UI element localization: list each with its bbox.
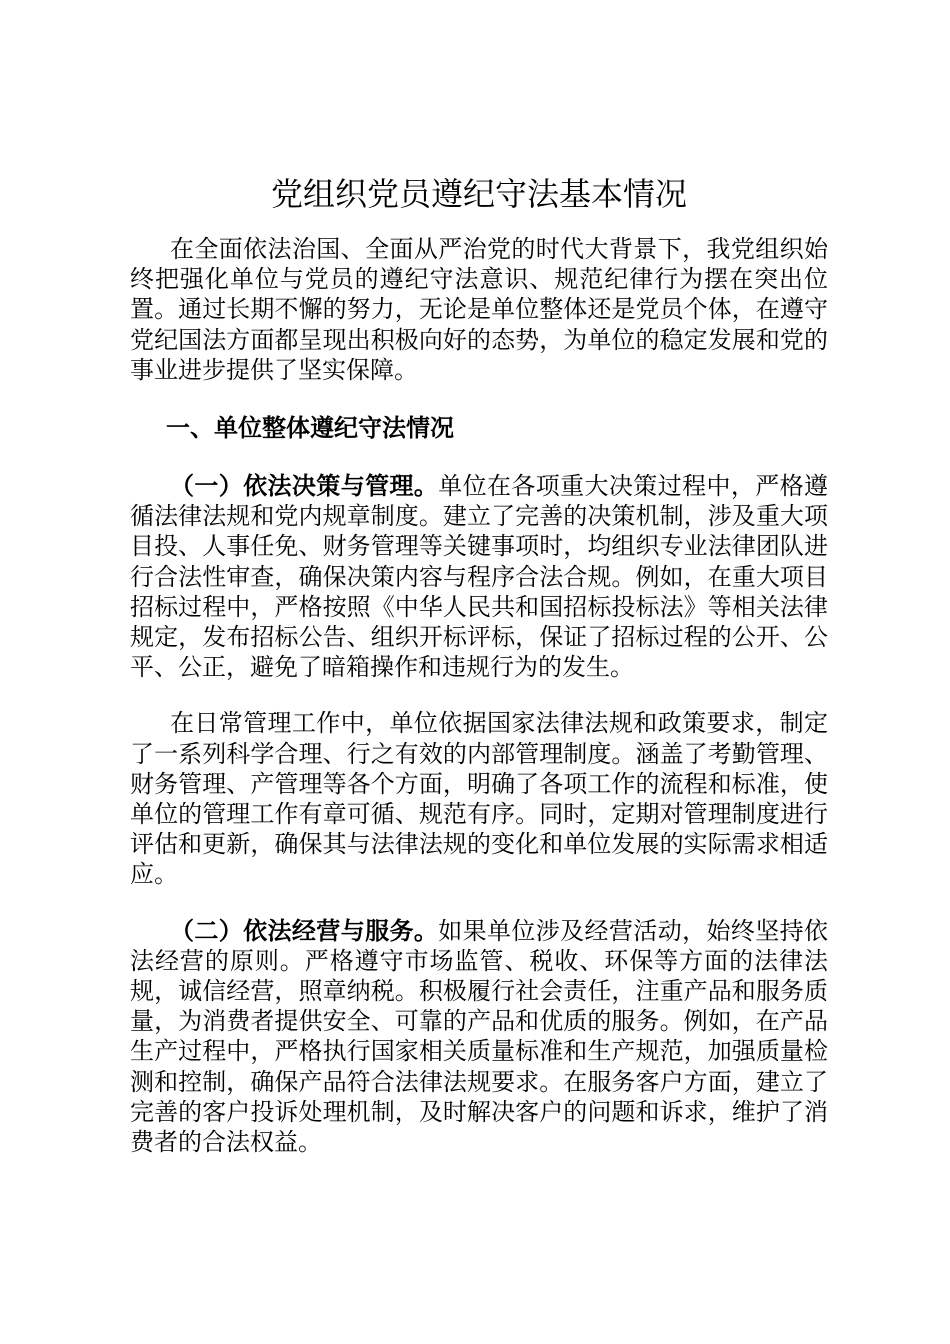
intro-paragraph: 在全面依法治国、全面从严治党的时代大背景下，我党组织始终把强化单位与党员的遵纪守法意识、规范纪律行为摆在突出位置。通过长期不懈的努力，无论是单位整体还是党员个体，在遵守党纪国法方面都呈现出积极向好的态势，为单位的稳定发展和党的事业进步提供了坚实保障。 xyxy=(130,235,828,384)
daily-management-paragraph: 在日常管理工作中，单位依据国家法律法规和政策要求，制定了一系列科学合理、行之有效的内部管理制度。涵盖了考勤管理、财务管理、产管理等各个方面，明确了各项工作的流程和标准，使单位的管理工作有章可循、规范有序。同时，定期对管理制度进行评估和更新，确保其与法律法规的变化和单位发展的实际需求相适应。 xyxy=(130,709,828,889)
document-page xyxy=(130,168,828,1157)
subsection-1-text: 单位在各项重大决策过程中，严格遵循法律法规和党内规章制度。建立了完善的决策机制，涉及重大项目投、人事任免、财务管理等关键事项时，均组织专业法律团队进行合法性审查，确保决策内容与程序合法合规。例如，在重大项目招标过程中，严格按照《中华人民共和国招标投标法》等相关法律规定，发布招标公告、组织开标评标，保证了招标过程的公开、公平、公正，避免了暗箱操作和违规行为的发生。 xyxy=(130,472,829,682)
section-heading-1: 一、单位整体遵纪守法情况 xyxy=(166,413,454,443)
subsection-1-heading: （一）依法决策与管理。 xyxy=(170,471,439,501)
document-title: 党组织党员遵纪守法基本情况 xyxy=(270,175,687,213)
subsection-2-text: 如果单位涉及经营活动，始终坚持依法经营的原则。严格遵守市场监管、税收、环保等方面的法律法规，诚信经营，照章纳税。积极履行社会责任，注重产品和服务质量，为消费者提供安全、可靠的产品和优质的服务。例如，在产品生产过程中，严格执行国家相关质量标准和生产规范，加强质量检测和控制，确保产品符合法律法规要求。在服务客户方面，建立了完善的客户投诉处理机制，及时解决客户的问题和诉求，维护了消费者的合法权益。 xyxy=(130,916,829,1157)
subsection-2-heading: （二）依法经营与服务。 xyxy=(170,915,439,945)
subsection-1-paragraph xyxy=(130,471,828,682)
subsection-2-paragraph xyxy=(130,916,828,1158)
